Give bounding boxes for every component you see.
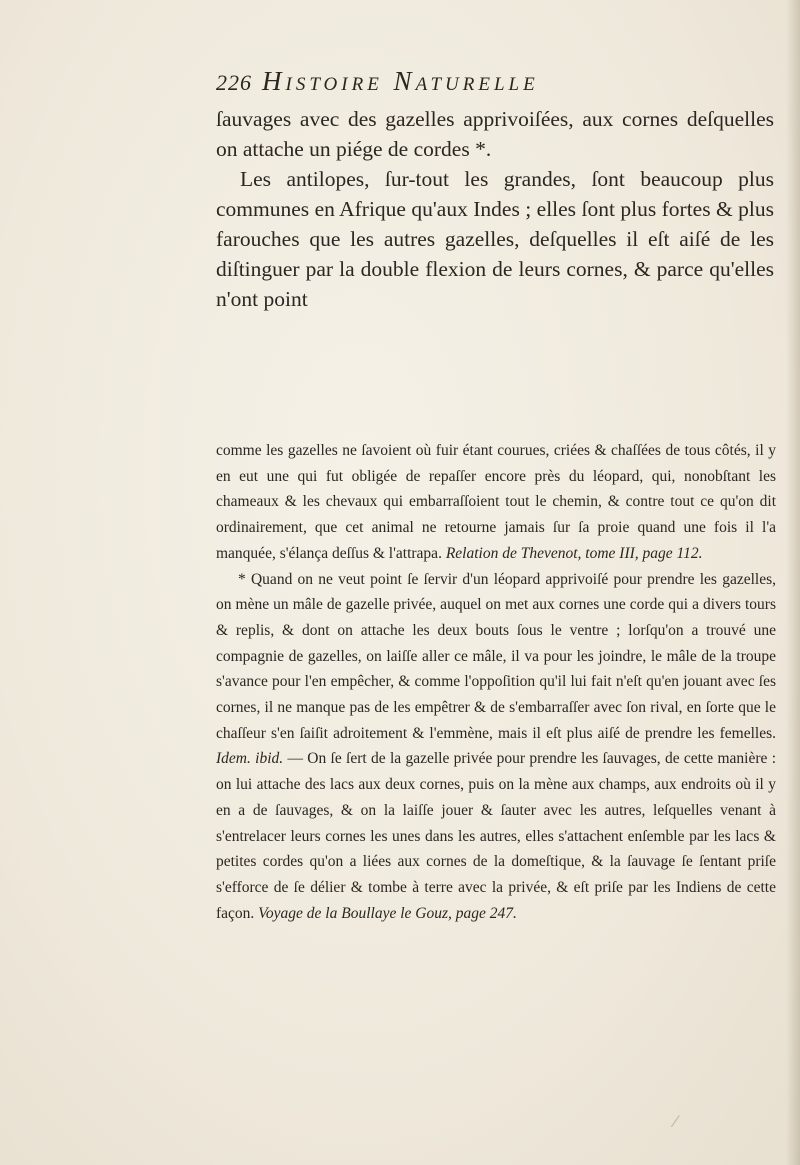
footnote-star-text-2: — On ſe ſert de la gazelle privée pour prendre les ſauvages, de cette manière : on lui attache des lacs aux deux cornes, puis on la mène aux champs, aux endroits où il y en a de ſauvages, & on la laiſſe jouer & ſauter avec les autres, leſquelles venant à s'entrelacer leurs cornes les unes dans les autres, elles s'attachent enſemble par les lacs & petites cordes qu'on a liées aux cornes de la domeſtique, & la ſauvage ſe ſentant priſe s'efforce de ſe délier & tombe à terre avec la privée, & eſt priſe par les Indiens de cette façon. [216,750,777,922]
footnotes [216,438,776,926]
footnote-continuation [216,438,776,567]
footnote-continuation-citation: Relation de Thevenot, tome III, page 112. [445,544,703,562]
footnote-continuation-text: comme les gazelles ne ſavoient où fuir étant courues, criées & chaſſées de tous côtés, il y en eut une qui fut obligée de repaſſer encore près du léopard, qui, nonobſtant les chameaux & les chevaux qui embarraſſoient tout le chemin, & contre tout ce qu'on dit ordinairement, que cet animal ne retourne jamais ſur ſa proie quand une fois il l'a manquée, s'élança deſſus & l'attrapa. [216,442,776,562]
footnote-star-citation-2: Voyage de la Boullaye le Gouz, page 247. [258,904,517,922]
pencil-mark [671,1115,688,1133]
footnote-star-citation-1: Idem. ibid. [216,750,284,768]
main-paragraph-2: Les antilopes, ſur-tout les grandes, ſont beaucoup plus communes en Afrique qu'aux Indes ; elles ſont plus fortes & plus farouches que les autres gazelles, deſquelles il eſt aiſé de les diſtinguer par la double flexion de leurs cornes, & parce qu'elles n'ont point [216,167,774,311]
footnote-star-text-1: * Quand on ne veut point ſe ſervir d'un léopard apprivoiſé pour prendre les gazelles, on mène un mâle de gazelle privée, auquel on met aux cornes une corde qui a divers tours & replis, & dont on attache les deux bouts ſous le ventre ; lorſqu'on a trouvé une compagnie de gazelles, on laiſſe aller ce mâle, il va pour les joindre, le mâle de la troupe s'avance pour l'en empêcher, & comme l'oppoſition qu'il lui fait n'eſt qu'en jouant avec ſes cornes, il ne manque pas de les empêtrer & de s'embarraſſer avec ſon rival, en ſorte que le chaſſeur s'en ſaiſit adroitement & l'emmène, mais il eſt plus aiſé de prendre les femelles. [216,570,776,742]
page-number: 226 [216,70,252,95]
footnote-star [216,567,776,927]
main-text [216,104,774,314]
running-title: Histoire Naturelle [262,66,539,96]
page-edge-shadow [786,0,800,1165]
page-header [216,66,776,100]
main-paragraph-1: ſauvages avec des gazelles apprivoiſées, aux cornes deſquelles on attache un piége de cordes *. [216,107,774,161]
